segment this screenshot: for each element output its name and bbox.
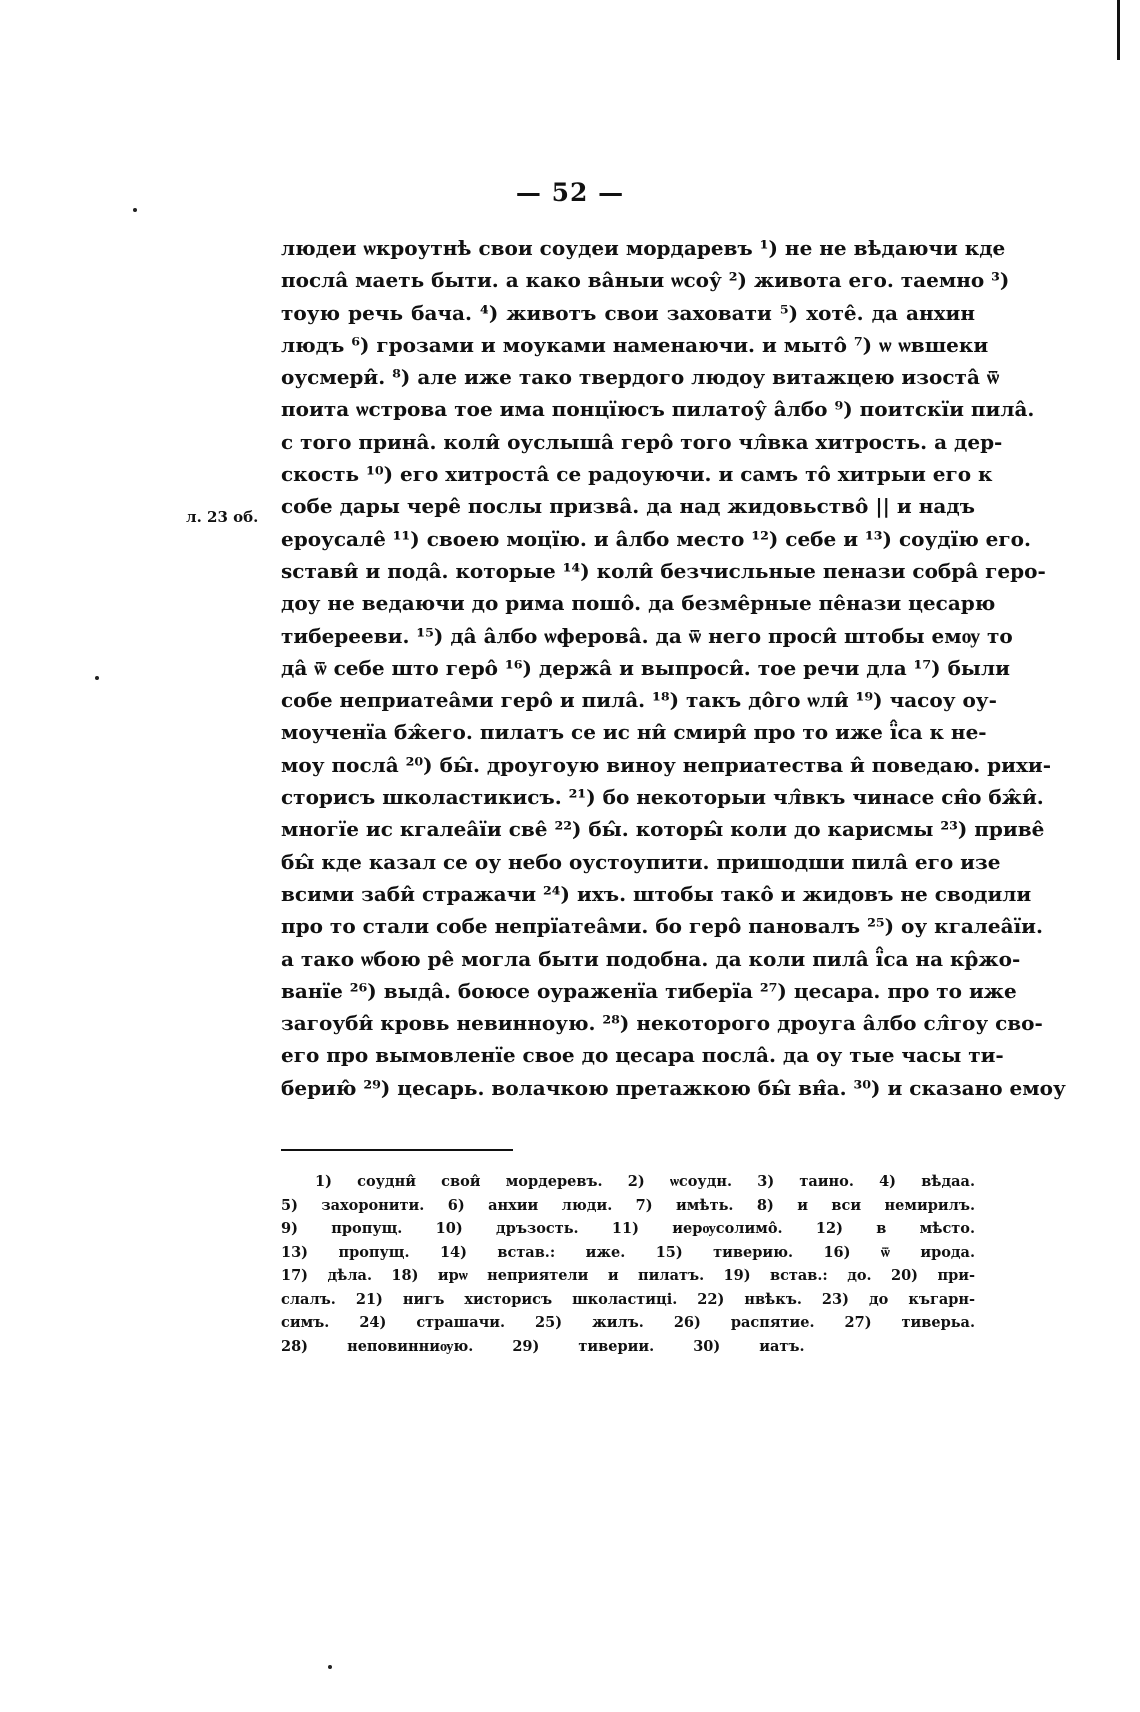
text-line: да̂ ѿ себе што геро̂ ¹⁶) держа̂ и выпроси̂. тое речи дла ¹⁷) были: [281, 655, 1010, 680]
text-line: берию̂ ²⁹) цесарь. волачкою претажкою бы̂ вн̂а. ³⁰) и сказано емоу: [281, 1075, 1066, 1100]
footnote-line: 5) захоронити. 6) анхии люди. 7) имѣть. 8) и вси немирилъ.: [281, 1196, 975, 1214]
footnote-line: слалъ. 21) нигъ хисторисъ школастиці. 22) нвѣкъ. 23) до къгарн-: [281, 1290, 975, 1308]
footnotes-block: [281, 1170, 975, 1358]
text-line: ероусале̂ ¹¹) своею моцїю. и а̂лбо место ¹²) себе и ¹³) соудїю его.: [281, 526, 1031, 551]
footnote-line: 9) пропущ. 10) дръзость. 11) иерѹсолимо̂. 12) в мѣсто.: [281, 1220, 975, 1237]
footnote-line: 1) соудни̂ свои̂ мордеревъ. 2) ѡсоудн. 3) таино. 4) вѣдаа.: [315, 1173, 975, 1190]
margin-folio-note: л. 23 об.: [186, 508, 259, 526]
text-line: а тако ѡбою ре̂ могла быти подобна. да коли пила̂ ї̂са на кр̂жо-: [281, 946, 1021, 971]
text-line: скость ¹⁰) его хитроста̂ се радоуючи. и самъ то̂ хитрыи его к: [281, 462, 993, 487]
text-line: ѕстави̂ и пода̂. которые ¹⁴) коли̂ безчисльные пенази собра̂ геро-: [281, 558, 1046, 583]
page-number: — 52 —: [515, 178, 625, 207]
footnote-line: 28) неповинниѹю. 29) тиверии. 30) иатъ.: [281, 1337, 805, 1355]
scan-speck: [133, 208, 137, 212]
text-line: поита ѡстрова тое има понцїюсъ пилатоу̂ а̂лбо ⁹) поитскїи пила̂.: [281, 397, 1035, 422]
footnote-line: симъ. 24) страшачи. 25) жилъ. 26) распятие. 27) тиверьа.: [281, 1314, 975, 1331]
text-line: посла̂ маеть быти. а како ва̂ныи ѡсоу̂ ²) живота его. таемно ³): [281, 268, 1010, 293]
footnote-line: 13) пропущ. 14) встав.: иже. 15) тиверию. 16) ѿ ирода.: [281, 1243, 975, 1261]
text-line: оусмери̂. ⁸) але иже тако твердого людоу витажцею изоста̂ ѿ: [281, 365, 1000, 390]
text-line: многїе ис кгалеа̂їи све̂ ²²) бы̂. которы̂ коли до карисмы ²³) приве̂: [281, 817, 1045, 842]
text-line: его про вымовленїе свое до цесара посла̂. да оу тые часы ти-: [281, 1043, 1004, 1068]
text-line: собе неприатеа̂ми геро̂ и пила̂. ¹⁸) такъ до̂го ѡли̂ ¹⁹) часоу оу-: [281, 688, 997, 713]
text-line: людъ ⁶) грозами и моуками наменаючи. и мыто̂ ⁷) ѡ ѡвшеки: [281, 332, 989, 357]
text-line: сторисъ школастикисъ. ²¹) бо некоторыи чл̂вкъ чинасе сн̂о бж̂и̂.: [281, 785, 1044, 810]
footnote-divider: [281, 1149, 513, 1151]
footnote-line: 17) дѣла. 18) ирѡ неприятели и пилатъ. 19) встав.: до. 20) при-: [281, 1267, 975, 1284]
text-line: всими заби̂ стражачи ²⁴) ихъ. штобы тако̂ и жидовъ не сводили: [281, 881, 1032, 906]
scan-speck: [328, 1665, 332, 1669]
text-line: тоую речь бача. ⁴) животъ свои заховати ⁵) хоте̂. да анхин: [281, 300, 975, 325]
scan-edge-mark: [1117, 0, 1120, 60]
text-line: собе дары чере̂ послы призва̂. да над жидовьство̂ || и надъ: [281, 494, 975, 519]
scan-speck: [95, 676, 99, 680]
text-line: моу посла̂ ²⁰) бы̂. дроугоую виноу неприатества и̂ поведаю. рихи-: [281, 752, 1051, 777]
text-line: тиберееви. ¹⁵) да̂ а̂лбо ѡферова̂. да ѿ него проси̂ штобы емѹ то: [281, 623, 1013, 648]
main-text-block: [281, 232, 1066, 1104]
text-line: моученїа бж̂его. пилатъ се ис ни̂ смири̂ про то иже ї̂са к не-: [281, 720, 987, 745]
text-line: ванїе ²⁶) выда̂. боюсе оураженїа тиберїа ²⁷) цесара. про то иже: [281, 978, 1017, 1003]
text-line: бы̂ кде казал се оу небо оустоупити. пришодши пила̂ его изе: [281, 849, 1001, 874]
text-line: людеи ѡкроутнѣ свои соудеи мордаревъ ¹) не не вѣдаючи кде: [281, 236, 1006, 260]
text-line: загоуби̂ кровь невинноую. ²⁸) некоторого дроуга а̂лбо сл̂гоу сво-: [281, 1011, 1043, 1036]
text-line: с того прина̂. коли̂ оуслыша̂ геро̂ того чл̂вка хитрость. а дер-: [281, 429, 1003, 454]
text-line: про то стали собе непрїатеа̂ми. бо геро̂ пановалъ ²⁵) оу кгалеа̂їи.: [281, 914, 1043, 939]
text-line: доу не ведаючи до рима пошо̂. да безме̂рные пе̂нази цесарю: [281, 591, 996, 616]
